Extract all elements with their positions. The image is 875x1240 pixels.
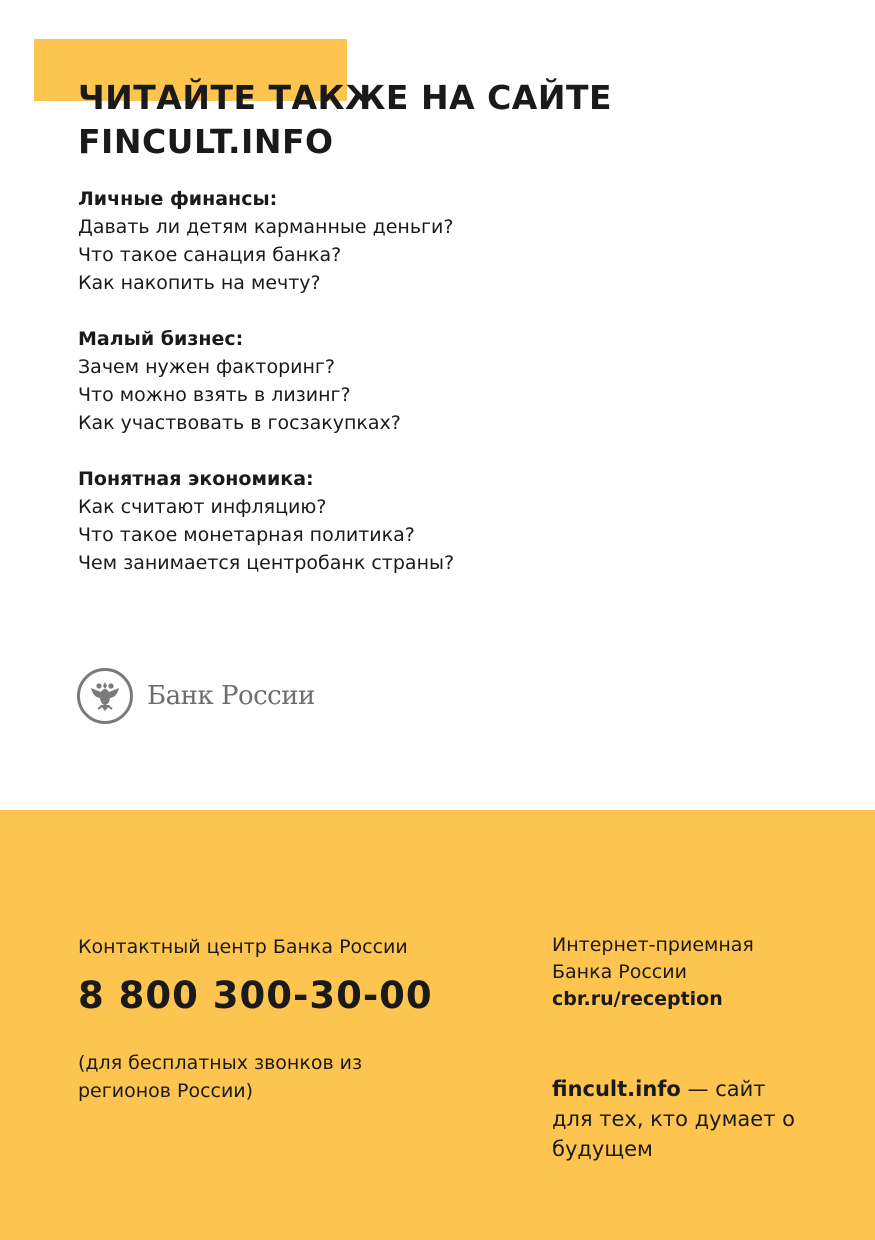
page-title (78, 76, 612, 164)
reception-label-line-2: Банка России (552, 961, 687, 983)
article-link: Давать ли детям карманные деньги? (78, 216, 454, 238)
article-sections (78, 185, 678, 605)
article-link: Как накопить на мечту? (78, 272, 321, 294)
article-link: Что можно взять в лизинг? (78, 384, 351, 406)
logo-text: Банк России (147, 681, 315, 711)
bank-of-russia-logo (77, 668, 315, 724)
article-link: Зачем нужен факторинг? (78, 356, 336, 378)
section-title: Понятная экономика: (78, 468, 314, 490)
reception-label-line-1: Интернет-приемная (552, 934, 754, 956)
page-title-line-1: ЧИТАЙТЕ ТАКЖЕ НА САЙТЕ (78, 78, 613, 117)
article-link: Как участвовать в госзакупках? (78, 412, 401, 434)
article-link: Чем занимается центробанк страны? (78, 552, 455, 574)
reception-link[interactable]: cbr.ru/reception (552, 988, 723, 1010)
contact-footer (0, 810, 875, 1240)
phone-number[interactable]: 8 800 300-30-00 (78, 974, 433, 1017)
internet-reception (552, 932, 754, 1013)
section-title: Малый бизнес: (78, 328, 244, 350)
phone-note: (для бесплатных звонков из регионов России) (78, 1052, 363, 1102)
fincult-link[interactable]: fincult.info (552, 1077, 681, 1101)
tagline-text: — сайт для тех, кто думает о будущем (552, 1077, 795, 1161)
article-link: Что такое монетарная политика? (78, 524, 415, 546)
site-tagline (552, 1074, 812, 1164)
article-link: Что такое санация банка? (78, 244, 342, 266)
page-title-line-2: FINCULT.INFO (78, 122, 334, 161)
contact-center-label: Контактный центр Банка России (78, 936, 408, 958)
section-economics (78, 465, 678, 577)
section-small-business (78, 325, 678, 437)
eagle-emblem-icon (77, 668, 133, 724)
section-title: Личные финансы: (78, 188, 278, 210)
section-personal-finance (78, 185, 678, 297)
article-link: Как считают инфляцию? (78, 496, 327, 518)
